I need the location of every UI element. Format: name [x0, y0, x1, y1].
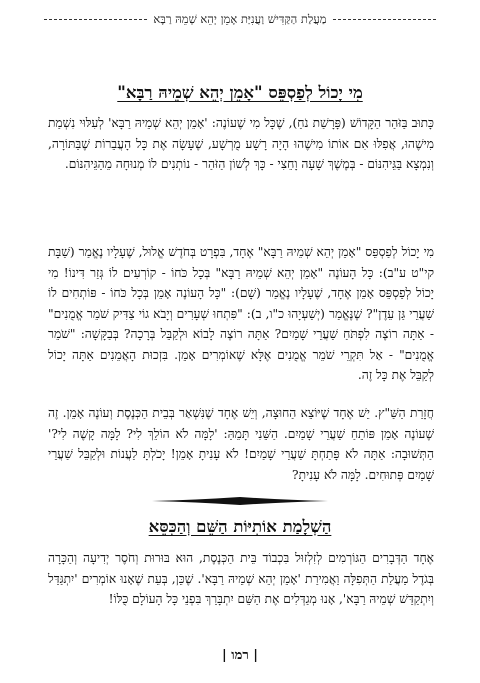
paragraph-3: חֲזָרַת הַשַּׁ"ץ. יֵשׁ אֶחָד שֶׁיּוֹצֵא הַחוּצָה, וְיֵשׁ אֶחָד שֶׁנִּשְׁאַר בְּבֵית הַכְּנֶסֶת וְעוֹנֶה אָמֵן. זֶה שֶׁעוֹנֶה אָמֵן פּוֹתֵחַ שַׁעֲרֵי שָׁמַיִם. הַשֵּׁנִי תָּמֵהַּ: 'לָמָּה לֹא הוֹלֵךְ לִי? לָמָּה קָשֶׁה לִי?' הַתְּשׁוּבָה: אַתָּה לֹא פָּתַחְתָּ שַׁעֲרֵי שָׁמַיִם! לֹא עָנִיתָ אָמֵן! יָכֹלְתָּ לַעֲנוֹת וּלְקַבֵּל שַׁעֲרֵי שָׁמַיִם פְּתוּחִים. לָמָּה לֹא עָנִיתָ?: [48, 406, 434, 482]
running-head: [44, 10, 436, 28]
paragraph-1: כָּתוּב בַּזֹּהַר הַקָּדוֹשׁ (פָּרָשַׁת נֹחַ), שֶׁכָּל מִי שֶׁעוֹנֶה: 'אָמֵן יְהֵא שְׁמֵיהּ רַבָּא' לְעִלּוּי נִשְׁמַת מִישֶׁהוּ, אֲפִלּוּ אִם אוֹתוֹ מִישֶׁהוּ הָיָה רָשָׁע מֻרְשָׁע, שֶׁעָשָׂה אֶת כָּל הָעֲבֵרוֹת שֶׁבַּתּוֹרָה, וְנִמְצָא בַּגֵּיהִנּוֹם - בְּמֶשֶׁךְ שָׁעָה וָחֵצִי - כָּךְ לְשׁוֹן הַזֹּהַר - נוֹתְנִים לוֹ מְנוּחָה מֵהַגֵּיהִנּוֹם.: [48, 116, 434, 171]
page-number: | רמו |: [222, 648, 258, 663]
running-head-text: מַעֲלַת הַקַּדִּישׁ וַעֲנִיַּת אָמֵן יְהֵא שְׁמֵהּ רַבָּא: [153, 12, 327, 26]
paragraph-4: אֶחָד הַדְּבָרִים הַגּוֹרְמִים לְזִלְזוּל בִּכְבוֹד בֵּית הַכְּנֶסֶת, הוּא בּוּרוּת וְחֹסֶר יְדִיעָה וְהַכָּרָה בְּגֹדֶל מַעֲלַת הַתְּפִלָּה וַאֲמִירַת 'אָמֵן יְהֵא שְׁמֵיהּ רַבָּא'. שֶׁכֵּן, בְּעֵת שֶׁאָנוּ אוֹמְרִים 'יִתְגַּדַּל וְיִתְקַדַּשׁ שְׁמֵיהּ רַבָּא', אָנוּ מְגַדְּלִים אֶת הַשֵּׁם יִתְבָּרַךְ בִּפְנֵי כָּל הָעוֹלָם כֻּלּוֹ!: [48, 551, 434, 606]
ornamental-divider: [150, 495, 330, 507]
paragraph-2: מִי יָכוֹל לְפַסְפֵּס "אָמֵן יְהֵא שְׁמֵיהּ רַבָּא" אֶחָד, בִּפְרָט בְּחֹדֶשׁ אֱלוּל, שֶׁעָלָיו נֶאֱמַר (שַׁבָּת קי"ט ע"ב): כָּל הָעוֹנֶה "אָמֵן יְהֵא שְׁמֵיהּ רַבָּא" בְּכָל כֹּחוֹ - קוֹרְעִים לוֹ גְּזַר דִּינוֹ! מִי יָכוֹל לְפַסְפֵּס אָמֵן אֶחָד, שֶׁעָלָיו נֶאֱמַר (שָׁם): "כָּל הָעוֹנֶה אָמֵן בְּכָל כֹּחוֹ - פּוֹתְחִים לוֹ שַׁעֲרֵי גַּן עֵדֶן"? שֶׁנֶּאֱמַר (יְשַׁעְיָהוּ כ"ו, ב): "פִּתְחוּ שְׁעָרִים וְיָבֹא גוֹי צַדִּיק שֹׁמֵר אֱמֻנִים" - אַתָּה רוֹצֶה לִפְתֹּחַ שַׁעֲרֵי שָׁמַיִם? אַתָּה רוֹצֶה לָבוֹא וּלְקַבֵּל בְּרָכָה? בְּבַקָּשָׁה: "שֹׁמֵר אֱמֻנִים" - אַל תִּקְרֵי שֹׁמֵר אֱמֻנִים אֶלָּא שֶׁאוֹמְרִים אָמֵן. בִּזְכוּת הָאֲמֵנִים אַתָּה יָכוֹל לְקַבֵּל אֶת כָּל זֶה.: [48, 245, 434, 382]
running-head-rule-right: [333, 19, 436, 20]
running-head-rule-left: [44, 19, 147, 20]
section-title-2: הַשְׁלָמַת אוֹתִיּוֹת הַשֵּׁם וְהַכִּסֵּא: [148, 517, 332, 536]
section-title-1: מִי יָכוֹל לְפַסְפֵּס "אָמֵן יְהֵא שְׁמֵיהּ רַבָּא": [117, 83, 363, 102]
